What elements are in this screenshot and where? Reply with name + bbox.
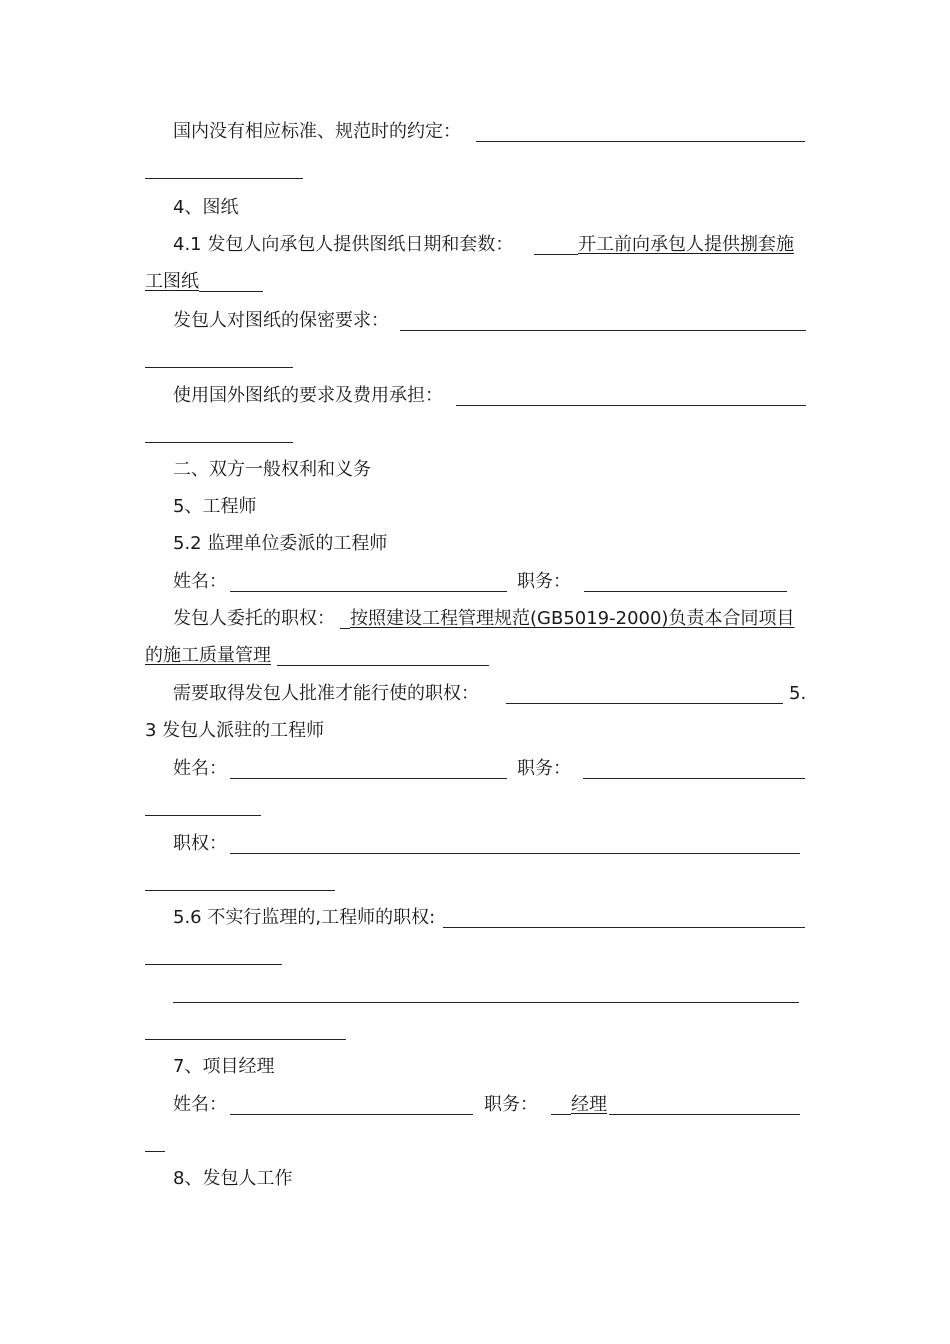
label-entrusted-authority: 发包人委托的职权： — [173, 608, 335, 629]
blank-extra-line[interactable] — [173, 1002, 799, 1003]
value-drawings-supply: 开工前向承包人提供捌套施 — [578, 234, 794, 255]
blank-post-2-cont[interactable] — [145, 815, 261, 816]
blank-foreign-drawings-cont[interactable] — [145, 442, 293, 443]
text-supervisor-engineer: 5.2 监理单位委派的工程师 — [173, 533, 388, 554]
blank-no-supervision-authority-cont[interactable] — [145, 964, 282, 965]
heading-engineer: 5、工程师 — [173, 496, 257, 517]
blank-drawings-supply-pre[interactable] — [534, 254, 578, 255]
heading-employer-work: 8、发包人工作 — [173, 1168, 293, 1189]
blank-drawing-secrecy[interactable] — [400, 330, 806, 331]
label-authority: 职权： — [173, 833, 227, 854]
blank-authority-cont[interactable] — [145, 890, 335, 891]
heading-drawings: 4、图纸 — [173, 197, 239, 218]
value-entrusted-authority: 按照建设工程管理规范(GB5019-2000)负责本合同项目 — [350, 608, 795, 629]
blank-name-2[interactable] — [230, 778, 507, 779]
blank-authority[interactable] — [230, 853, 800, 854]
blank-extra-line-cont[interactable] — [145, 1039, 346, 1040]
text-employer-engineer: 3 发包人派驻的工程师 — [145, 720, 325, 741]
value-entrusted-authority-cont: 的施工质量管理 — [145, 645, 271, 666]
blank-post-3-post[interactable] — [609, 1114, 800, 1115]
blank-drawings-supply-post[interactable] — [199, 291, 263, 292]
blank-entrusted-authority-pre[interactable] — [340, 628, 350, 629]
label-post-1: 职务： — [517, 571, 571, 592]
blank-name-3[interactable] — [230, 1114, 473, 1115]
text-drawings-supply: 4.1 发包人向承包人提供图纸日期和套数： — [173, 234, 514, 255]
blank-entrusted-authority-post[interactable] — [277, 665, 489, 666]
value-drawings-supply-cont: 工图纸 — [145, 271, 199, 292]
blank-no-supervision-authority[interactable] — [443, 927, 805, 928]
blank-post-2[interactable] — [583, 778, 805, 779]
blank-domestic-standards-cont[interactable] — [145, 178, 303, 179]
blank-domestic-standards[interactable] — [476, 141, 805, 142]
blank-foreign-drawings[interactable] — [456, 405, 806, 406]
section-rights-obligations: 二、双方一般权利和义务 — [173, 459, 371, 480]
blank-drawing-secrecy-cont[interactable] — [145, 367, 293, 368]
label-name-3: 姓名： — [173, 1094, 227, 1115]
label-post-2: 职务： — [517, 758, 571, 779]
text-domestic-standards: 国内没有相应标准、规范时的约定： — [173, 121, 461, 142]
blank-post-3-cont[interactable] — [145, 1151, 165, 1152]
text-no-supervision-authority: 5.6 不实行监理的,工程师的职权: — [173, 907, 436, 928]
value-post-3: 经理 — [571, 1094, 607, 1115]
text-drawing-secrecy: 发包人对图纸的保密要求： — [173, 310, 389, 331]
text-approval-required: 需要取得发包人批准才能行使的职权： — [173, 683, 479, 704]
blank-post-1[interactable] — [584, 591, 787, 592]
blank-name-1[interactable] — [230, 591, 507, 592]
label-post-3: 职务： — [484, 1094, 538, 1115]
label-name-2: 姓名： — [173, 758, 227, 779]
text-section-53-prefix: 5. — [789, 683, 807, 704]
heading-project-manager: 7、项目经理 — [173, 1056, 275, 1077]
text-foreign-drawings: 使用国外图纸的要求及费用承担： — [173, 385, 443, 406]
blank-post-3-pre[interactable] — [551, 1114, 571, 1115]
label-name-1: 姓名： — [173, 571, 227, 592]
blank-approval-required[interactable] — [506, 703, 783, 704]
